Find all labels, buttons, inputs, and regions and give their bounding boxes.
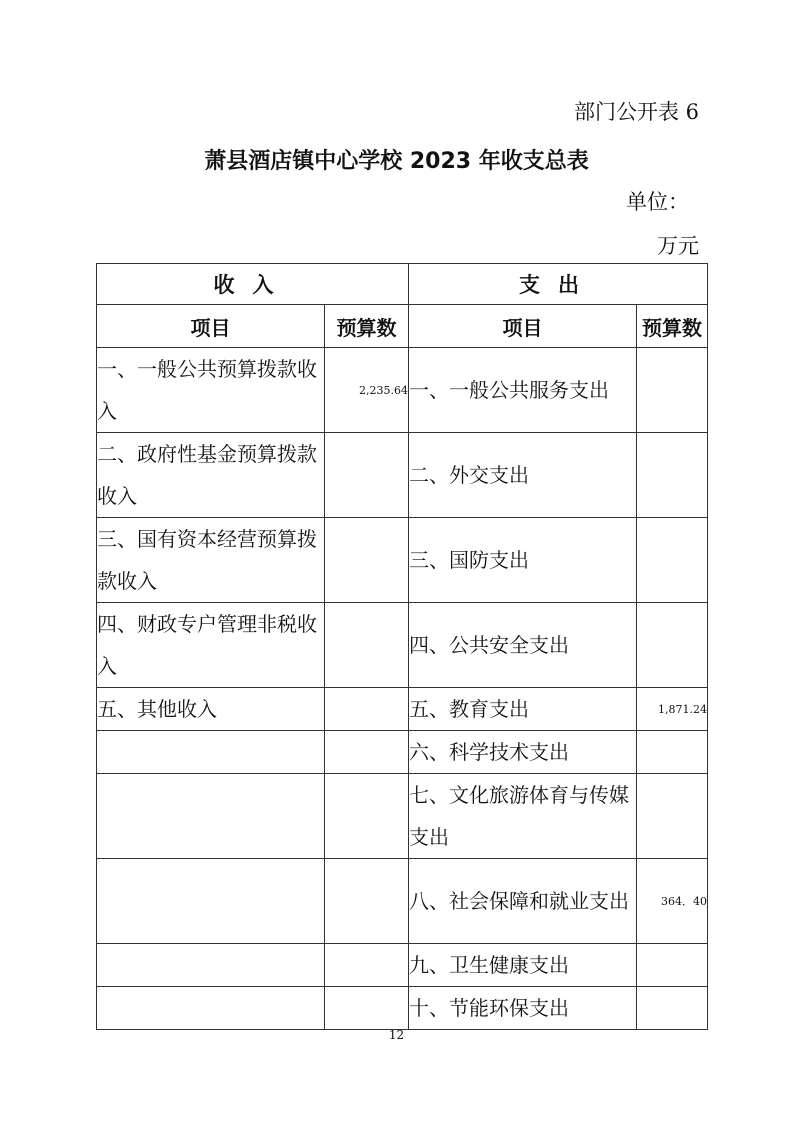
- table-row: [97, 774, 708, 859]
- unit-value: 万元: [657, 234, 699, 258]
- expense-value-cell: [637, 774, 708, 859]
- table-row: [97, 688, 708, 731]
- expense-value-cell: 364．40: [637, 859, 708, 944]
- income-item-cell: 四、财政专户管理非税收入: [97, 603, 325, 688]
- income-value-cell: [325, 774, 409, 859]
- table-row: [97, 518, 708, 603]
- expense-item-cell: 九、卫生健康支出: [409, 944, 637, 987]
- income-value-cell: [325, 987, 409, 1030]
- column-header-row: [97, 305, 708, 348]
- expense-value-cell: [637, 603, 708, 688]
- expense-value-cell: 1,871.24: [637, 688, 708, 731]
- expense-item-cell: 十、节能环保支出: [409, 987, 637, 1030]
- table-row: [97, 944, 708, 987]
- table-row: [97, 731, 708, 774]
- income-item-cell: 三、国有资本经营预算拨款收入: [97, 518, 325, 603]
- page-title: 萧县酒店镇中心学校 2023 年收支总表: [204, 149, 589, 174]
- expense-item-cell: 二、外交支出: [409, 433, 637, 518]
- expense-item-cell: 七、文化旅游体育与传媒支出: [409, 774, 637, 859]
- expense-value-cell: [637, 433, 708, 518]
- expense-value-cell: [637, 944, 708, 987]
- section-header-row: [97, 264, 708, 305]
- income-value-cell: [325, 944, 409, 987]
- income-item-column-header: 项目: [97, 305, 325, 348]
- income-item-cell: 一、一般公共预算拨款收入: [97, 348, 325, 433]
- unit-label: 单位：: [626, 190, 689, 214]
- income-value-cell: [325, 688, 409, 731]
- income-budget-column-header: 预算数: [325, 305, 409, 348]
- expense-value-cell: [637, 731, 708, 774]
- expense-item-cell: 五、教育支出: [409, 688, 637, 731]
- expense-budget-column-header: 预算数: [637, 305, 708, 348]
- table-row: [97, 433, 708, 518]
- income-value-cell: [325, 731, 409, 774]
- expense-value-cell: [637, 348, 708, 433]
- expense-value-cell: [637, 518, 708, 603]
- document-label: 部门公开表 6: [573, 100, 699, 124]
- income-value-cell: [325, 518, 409, 603]
- table-row: [97, 603, 708, 688]
- expense-section-header: 支出: [409, 264, 708, 305]
- income-item-cell: [97, 859, 325, 944]
- table-row: [97, 859, 708, 944]
- expense-item-cell: 四、公共安全支出: [409, 603, 637, 688]
- income-item-cell: 五、其他收入: [97, 688, 325, 731]
- budget-summary-table: [96, 263, 708, 1030]
- income-value-cell: [325, 859, 409, 944]
- income-value-cell: 2,235.64: [325, 348, 409, 433]
- expense-item-column-header: 项目: [409, 305, 637, 348]
- expense-value-cell: [637, 987, 708, 1030]
- expense-item-cell: 三、国防支出: [409, 518, 637, 603]
- income-item-cell: [97, 944, 325, 987]
- income-value-cell: [325, 603, 409, 688]
- table-row: [97, 348, 708, 433]
- income-item-cell: [97, 987, 325, 1030]
- page-number: 12: [388, 1028, 405, 1042]
- expense-item-cell: 六、科学技术支出: [409, 731, 637, 774]
- expense-item-cell: 八、社会保障和就业支出: [409, 859, 637, 944]
- table-row: [97, 987, 708, 1030]
- income-item-cell: 二、政府性基金预算拨款收入: [97, 433, 325, 518]
- income-item-cell: [97, 774, 325, 859]
- income-item-cell: [97, 731, 325, 774]
- income-section-header: 收入: [97, 264, 409, 305]
- expense-item-cell: 一、一般公共服务支出: [409, 348, 637, 433]
- income-value-cell: [325, 433, 409, 518]
